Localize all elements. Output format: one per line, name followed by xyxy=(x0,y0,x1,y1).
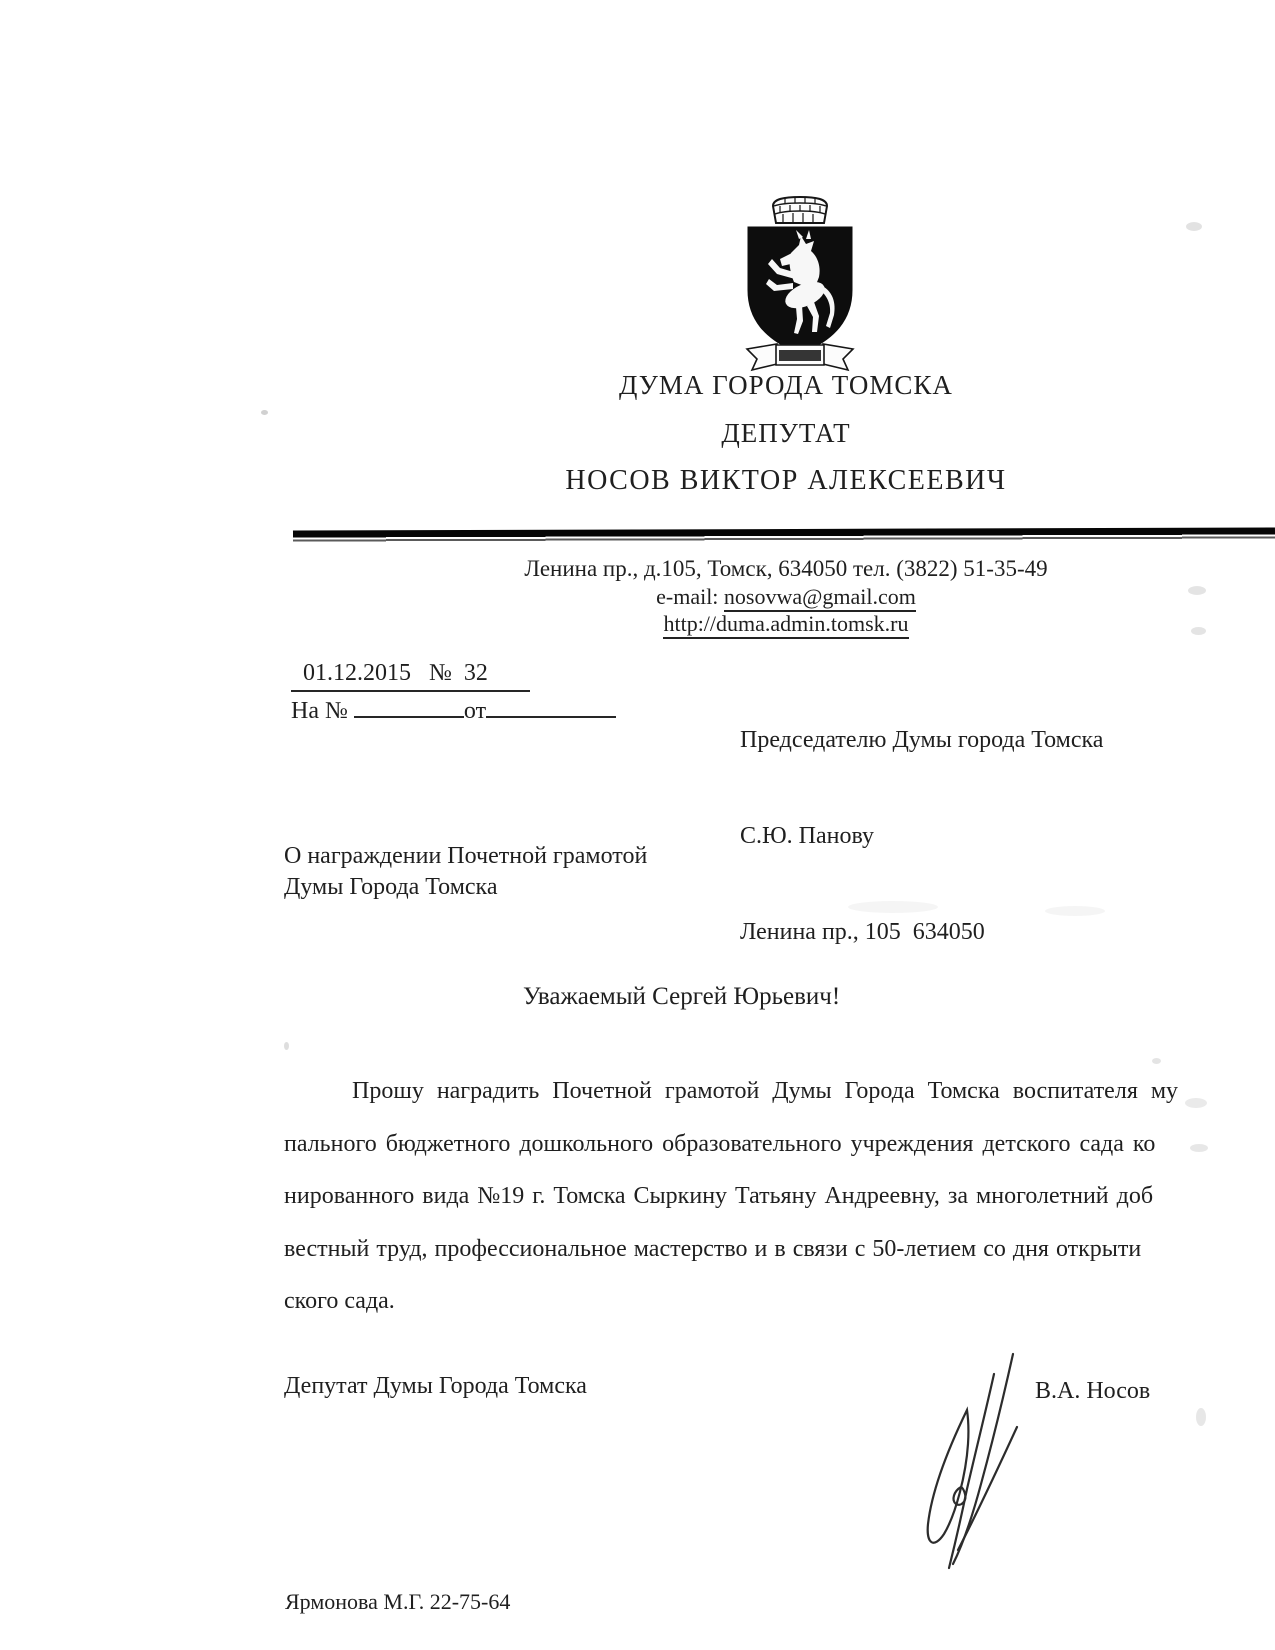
outgoing-reference: 01.12.2015 № 32 xyxy=(291,660,530,692)
recipient-title: Председателю Думы города Томска xyxy=(740,727,1104,753)
scan-artifact xyxy=(1186,222,1202,231)
scan-artifact xyxy=(1185,1098,1207,1108)
handwritten-signature xyxy=(903,1348,1031,1578)
scan-artifact xyxy=(848,901,938,913)
recipient-block xyxy=(740,660,1103,1012)
ribbon-icon xyxy=(747,344,853,370)
subject-line-2: Думы Города Томска xyxy=(284,874,498,900)
incoming-number-label: На № xyxy=(291,698,354,724)
incoming-from-label: от xyxy=(463,698,487,724)
scan-artifact xyxy=(1196,1408,1206,1426)
letterhead-position: ДЕПУТАТ xyxy=(721,418,851,448)
body-line-2: пального бюджетного дошкольного образовательного учреждения детского сада ко xyxy=(284,1131,1156,1157)
recipient-name: С.Ю. Панову xyxy=(740,823,875,849)
scan-artifact xyxy=(1190,1144,1208,1152)
salutation: Уважаемый Сергей Юрьевич! xyxy=(523,983,841,1010)
executor-contact: Ярмонова М.Г. 22-75-64 xyxy=(285,1589,511,1614)
closing-position: Депутат Думы Города Томска xyxy=(284,1373,587,1399)
tomsk-coat-of-arms xyxy=(743,194,857,372)
mural-crown-icon xyxy=(773,197,827,223)
letterhead-website-line xyxy=(286,611,1275,637)
incoming-number-blank xyxy=(354,694,464,718)
closing-signatory-name: В.А. Носов xyxy=(1035,1378,1151,1404)
scan-artifact xyxy=(1191,627,1206,635)
recipient-address: Ленина пр., 105 634050 xyxy=(740,919,985,945)
scan-artifact xyxy=(1188,586,1206,595)
letterhead-organization: ДУМА ГОРОДА ТОМСКА xyxy=(619,370,953,400)
incoming-date-blank xyxy=(486,694,616,718)
scan-artifact xyxy=(1152,1058,1161,1064)
scan-artifact xyxy=(1045,906,1105,916)
body-line-5: ского сада. xyxy=(284,1288,395,1314)
body-line-1: Прошу наградить Почетной грамотой Думы Города Томска воспитателя му xyxy=(352,1078,1179,1104)
website-url: http://duma.admin.tomsk.ru xyxy=(663,611,908,639)
scan-artifact xyxy=(261,410,268,415)
letterhead-divider-rule xyxy=(293,527,1275,543)
incoming-reference-line xyxy=(291,694,616,725)
letterhead-deputy-name: НОСОВ ВИКТОР АЛЕКСЕЕВИЧ xyxy=(565,465,1007,496)
letterhead-email-line xyxy=(286,584,1275,610)
body-line-3: нированного вида №19 г. Томска Сыркину Татьяну Андреевну, за многолетний доб xyxy=(284,1183,1154,1209)
letterhead-address: Ленина пр., д.105, Томск, 634050 тел. (3822) 51-35-49 xyxy=(524,556,1048,581)
subject-block xyxy=(284,841,647,903)
subject-line-1: О награждении Почетной грамотой xyxy=(284,843,648,869)
body-line-4: вестный труд, профессиональное мастерство и в связи с 50-летием со дня открыти xyxy=(284,1236,1142,1262)
scan-artifact xyxy=(284,1042,289,1050)
email-address: nosovwa@gmail.com xyxy=(724,584,916,612)
email-label: e-mail: xyxy=(656,584,724,609)
